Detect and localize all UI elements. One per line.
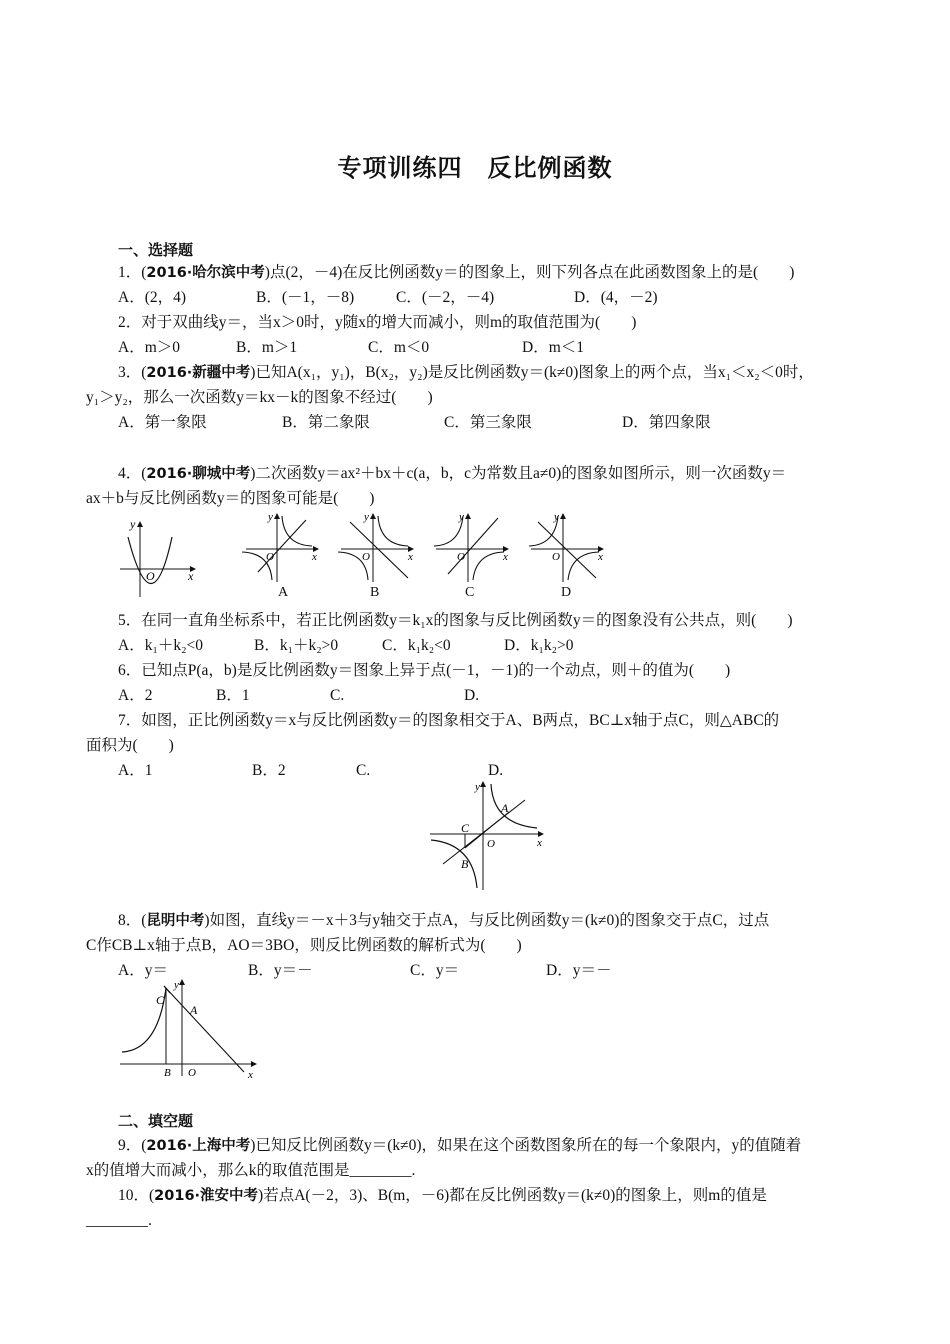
question-6: 6．已知点P(a，b)是反比例函数y＝图象上异于点(－1，－1)的一个动点，则＋的值为( ) <box>118 662 731 679</box>
question-7: 7．如图，正比例函数y＝x与反比例函数y＝的图象相交于A、B两点，BC⊥x轴于点C，则△ABC的 <box>118 712 780 729</box>
q5-option-c: C．k₁k₂<0 <box>382 637 451 654</box>
fig7-x-label: x <box>537 837 542 849</box>
q8-option-c: C．y＝ <box>410 962 460 979</box>
q6-option-a: A．2 <box>118 687 153 704</box>
graph-c-origin-label: O <box>457 551 465 563</box>
q7-option-d: D. <box>488 762 504 779</box>
q1-option-d: D．(4，－2) <box>574 289 658 306</box>
q6-option-d: D. <box>464 687 480 704</box>
q2-option-b: B．m＞1 <box>236 339 298 356</box>
question-3-line-2: y₁＞y₂，那么一次函数y＝kx－k的图象不经过( ) <box>86 389 433 406</box>
question-9: 9．(2016·上海中考)已知反比例函数y＝(k≠0)，如果在这个函数图象所在的每一个象限内，y的值随着 <box>118 1137 802 1154</box>
section-fill-heading: 二、填空题 <box>118 1112 194 1130</box>
q5-option-d: D．k₁k₂>0 <box>504 637 574 654</box>
question-9-line-2: x的值增大而减小，那么k的取值范围是________. <box>86 1162 416 1179</box>
graph-d <box>529 512 603 582</box>
graph-d-label: D <box>561 585 572 600</box>
q7-option-b: B．2 <box>252 762 286 779</box>
question-8: 8．(昆明中考)如图，直线y＝－x＋3与y轴交于点A，与反比例函数y＝(k≠0)的图象交于点C，过点 <box>118 912 770 929</box>
q8-option-b: B．y＝－ <box>248 962 313 979</box>
section-choice-heading: 一、选择题 <box>118 241 194 259</box>
graph-b-label: B <box>370 585 380 600</box>
fig8-point-a: A <box>190 1003 198 1017</box>
q8-option-a: A．y＝ <box>118 962 168 979</box>
parabola-y-label: y <box>130 517 136 531</box>
graph-d-x-label: x <box>598 551 603 563</box>
fig7-point-c: C <box>461 821 470 835</box>
question-1: 1．(2016·哈尔滨中考)点(2，－4)在反比例函数y＝的图象上，则下列各点在此函数图象上的是( ) <box>118 264 795 281</box>
q7-option-c: C. <box>356 762 371 779</box>
page-title: 专项训练四 反比例函数 <box>337 154 613 182</box>
graph-d-origin-label: O <box>552 551 560 563</box>
question-10-source: 2016·淮安中考 <box>154 1188 259 1204</box>
fig8-point-b: B <box>164 1067 171 1079</box>
q1-option-b: B．(－1，－8) <box>256 289 355 306</box>
fig7-point-b: B <box>461 857 469 871</box>
parabola-graph <box>120 517 195 597</box>
graph-b-origin-label: O <box>362 551 370 563</box>
q3-option-b: B．第二象限 <box>282 414 370 431</box>
graph-b-y-label: y <box>364 512 369 523</box>
parabola-x-label: x <box>188 569 194 583</box>
q7-option-a: A．1 <box>118 762 153 779</box>
fig8-origin-label: O <box>188 1067 196 1079</box>
q1-option-a: A．(2，4) <box>118 289 187 306</box>
question-8-figure <box>118 976 263 1082</box>
graph-c-x-label: x <box>503 551 508 563</box>
graph-a-label: A <box>278 585 289 600</box>
graph-a-origin-label: O <box>266 551 274 563</box>
graph-a-x-label: x <box>312 551 317 563</box>
question-3: 3．(2016·新疆中考)已知A(x₁，y₁)，B(x₂，y₂)是反比例函数y＝(k≠0)图象上的两个点，当x₁＜x₂＜0时， <box>118 364 814 381</box>
question-4-source: 2016·聊城中考 <box>146 466 251 482</box>
question-8-source: 昆明中考 <box>146 913 205 929</box>
q8-option-d: D．y＝－ <box>546 962 612 979</box>
question-10: 10．(2016·淮安中考)若点A(－2，3)、B(m，－6)都在反比例函数y＝(k≠0)的图象上，则m的值是 <box>118 1187 767 1204</box>
q1-option-c: C．(－2，－4) <box>396 289 495 306</box>
fig8-y-label: y <box>174 979 179 991</box>
graph-c-label: C <box>465 585 475 600</box>
fig8-point-c: C <box>156 993 165 1007</box>
graph-b <box>338 512 413 582</box>
question-2: 2．对于双曲线y＝，当x＞0时，y随x的增大而减小，则m的取值范围为( ) <box>118 314 637 331</box>
q5-option-b: B．k₁＋k₂>0 <box>254 637 339 654</box>
question-8-line-2: C作CB⊥x轴于点B，AO＝3BO，则反比例函数的解析式为( ) <box>86 937 522 954</box>
q2-option-d: D．m＜1 <box>522 339 585 356</box>
fig8-x-label: x <box>248 1069 253 1081</box>
q2-option-c: C．m＜0 <box>368 339 430 356</box>
parabola-origin-label: O <box>146 569 155 583</box>
question-10-line-2: ________. <box>86 1212 152 1229</box>
question-4: 4．(2016·聊城中考)二次函数y＝ax²＋bx＋c(a，b，c为常数且a≠0)的图象如图所示，则一次函数y＝ <box>118 465 787 482</box>
q6-option-c: C. <box>330 687 345 704</box>
q3-option-d: D．第四象限 <box>622 414 711 431</box>
graph-c <box>434 512 508 582</box>
question-7-line-2: 面积为( ) <box>86 737 174 754</box>
fig7-y-label: y <box>475 781 480 793</box>
fig7-origin-label: O <box>487 838 495 850</box>
graph-a-y-label: y <box>268 512 273 523</box>
graph-c-y-label: y <box>459 512 464 523</box>
fig7-point-a: A <box>501 801 509 815</box>
q5-option-a: A．k₁＋k₂<0 <box>118 637 203 654</box>
question-3-source: 2016·新疆中考 <box>146 365 251 381</box>
graph-d-y-label: y <box>554 512 559 523</box>
question-1-source: 2016·哈尔滨中考 <box>146 265 265 281</box>
graph-a <box>242 512 318 582</box>
q6-option-b: B．1 <box>216 687 250 704</box>
question-7-figure <box>425 776 555 892</box>
q3-option-a: A．第一象限 <box>118 414 207 431</box>
question-9-source: 2016·上海中考 <box>146 1138 251 1154</box>
question-4-line-2: ax＋b与反比例函数y＝的图象可能是( ) <box>86 490 375 507</box>
q2-option-a: A．m＞0 <box>118 339 181 356</box>
question-5: 5．在同一直角坐标系中，若正比例函数y＝k₁x的图象与反比例函数y＝的图象没有公共点，则( ) <box>118 612 793 629</box>
graph-b-x-label: x <box>408 551 413 563</box>
question-4-figures <box>110 512 620 602</box>
q3-option-c: C．第三象限 <box>444 414 532 431</box>
